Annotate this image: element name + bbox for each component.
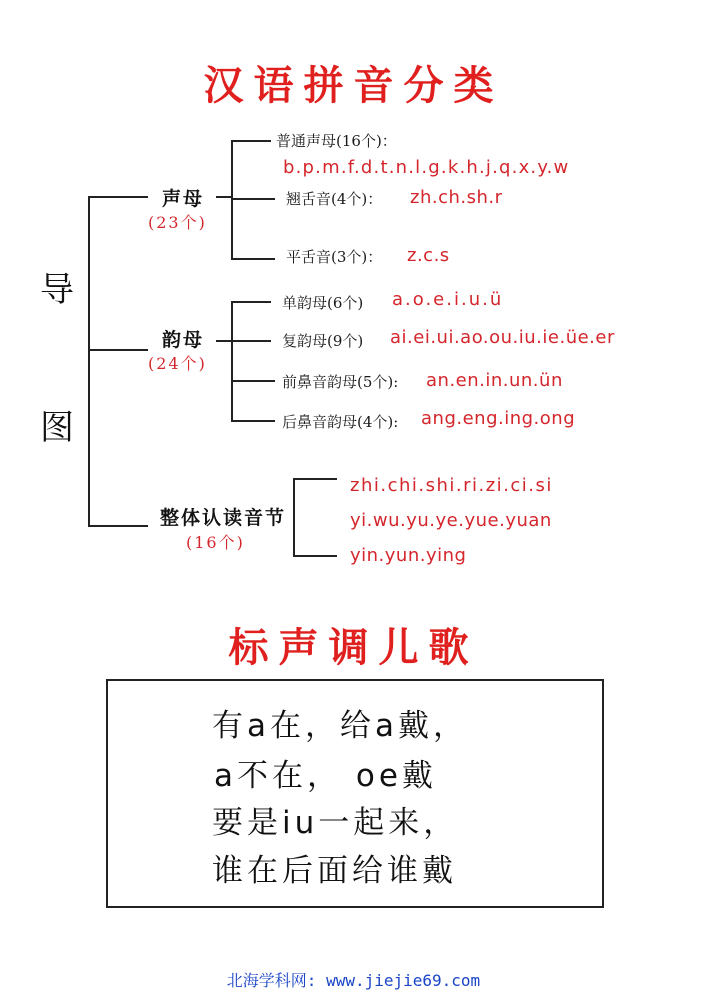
yunmu-item4-line xyxy=(231,420,275,422)
shengmu-connector xyxy=(216,196,232,198)
branch-line-yunmu xyxy=(88,349,148,351)
shengmu-bracket-line xyxy=(231,140,233,260)
yunmu-item2-label: 复韵母(9个) xyxy=(282,332,364,350)
shengmu-item1-line xyxy=(231,140,271,142)
zhengti-label: 整体认读音节 xyxy=(160,507,287,529)
yunmu-item4-label: 后鼻音韵母(4个): xyxy=(282,413,399,431)
branch-line-zhengti xyxy=(88,525,148,527)
shengmu-item2-label: 翘舌音(4个)： xyxy=(286,190,383,208)
yunmu-count: (24个) xyxy=(148,354,207,373)
shengmu-item1-value: b.p.m.f.d.t.n.l.g.k.h.j.q.x.y.w xyxy=(283,157,570,178)
zhengti-item3: yin.yun.ying xyxy=(350,545,467,566)
zhengti-item3-line xyxy=(293,555,337,557)
yunmu-bracket-line xyxy=(231,301,233,421)
yunmu-item3-line xyxy=(231,380,275,382)
yunmu-connector xyxy=(216,340,232,342)
zhengti-item2: yi.wu.yu.ye.yue.yuan xyxy=(350,510,552,531)
shengmu-item2-value: zh.ch.sh.r xyxy=(410,187,503,208)
yunmu-item3-label: 前鼻音韵母(5个): xyxy=(282,373,399,391)
song-line-1: 有a在，给a戴， xyxy=(212,708,468,744)
shengmu-label: 声母 xyxy=(162,188,205,210)
shengmu-item3-label: 平舌音(3个)： xyxy=(286,248,383,266)
zhengti-bracket-line xyxy=(293,478,295,557)
song-line-2: a不在， oe戴 xyxy=(214,758,437,794)
guide-char-1: 导 xyxy=(40,270,74,310)
page-title: 汉语拼音分类 xyxy=(203,62,504,109)
yunmu-item1-value: a.o.e.i.u.ü xyxy=(392,289,504,310)
shengmu-count: (23个) xyxy=(148,213,207,232)
shengmu-item3-line xyxy=(231,258,275,260)
yunmu-item3-value: an.en.in.un.ün xyxy=(426,370,563,391)
yunmu-label: 韵母 xyxy=(162,329,205,351)
yunmu-item2-line xyxy=(231,340,271,342)
branch-line-shengmu xyxy=(88,196,148,198)
yunmu-item1-label: 单韵母(6个) xyxy=(282,294,364,312)
guide-char-2: 图 xyxy=(40,408,74,448)
song-line-3: 要是iu一起来， xyxy=(212,805,459,841)
zhengti-item1-line xyxy=(293,478,337,480)
yunmu-item1-line xyxy=(231,301,271,303)
shengmu-item2-line xyxy=(231,198,275,200)
zhengti-count: (16个) xyxy=(186,533,245,552)
shengmu-item3-value: z.c.s xyxy=(407,245,450,266)
footer-site-text: 北海学科网: www.jiejie69.com xyxy=(226,971,481,990)
song-title: 标声调儿歌 xyxy=(228,624,479,671)
shengmu-item1-label: 普通声母(16个)： xyxy=(276,132,397,150)
main-trunk-line xyxy=(88,196,90,526)
yunmu-item2-value: ai.ei.ui.ao.ou.iu.ie.üe.er xyxy=(390,327,615,348)
song-line-4: 谁在后面给谁戴 xyxy=(212,853,457,889)
yunmu-item4-value: ang.eng.ing.ong xyxy=(421,408,576,429)
zhengti-item1: zhi.chi.shi.ri.zi.ci.si xyxy=(350,475,553,496)
